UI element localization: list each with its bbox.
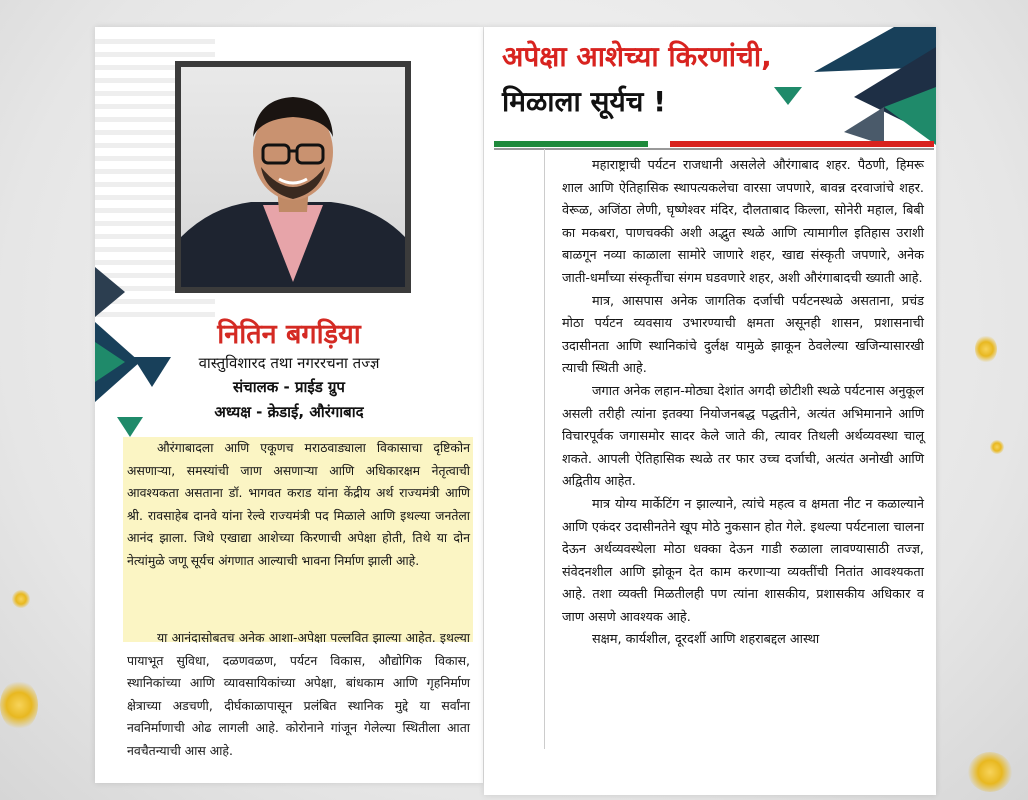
paragraph: जगात अनेक लहान-मोठ्या देशांत अगदी छोटीशी स्थळे पर्यटनास अनुकूल असली तरीही त्यांना इतक्या नियोजनबद्ध पद्धतीने, अत्यंत अभिमानाने आणि विचारपूर्वक जगासमोर सादर केले जाते की, त्यावर तिथली अर्थव्यवस्था चालू शकते. आपली ऐतिहासिक स्थळे तर फार उच्च दर्जाची, अत्यंत अनोखी आणि अद्वितीय आहेत. bbox=[562, 383, 924, 490]
geometric-triangles-header bbox=[774, 27, 936, 145]
left-page bbox=[95, 27, 483, 783]
profile-photo bbox=[181, 67, 405, 287]
paragraph: महाराष्ट्राची पर्यटन राजधानी असलेले औरंगाबाद शहर. पैठणी, हिमरू शाल आणि ऐतिहासिक स्थापत्यकलेचा वारसा जपणारे, बावन्न दरवाजांचे शहर. वेरूळ, अजिंठा लेणी, घृष्णेश्वर मंदिर, दौलताबाद किल्ला, सोनेरी महाल, बिबी का मकबरा, पाणचक्की अशी अद्भुत स्थळे आणि त्यामागील इतिहास उराशी बाळगून नव्या काळाला सामोरे जाणारे शहर, खाद्य संस्कृती जपणारे, अनेक जाती-धर्मांच्या संस्कृतींचा संगम घडवणारे शहर, अशी औरंगाबादची ख्याती आहे. bbox=[562, 158, 924, 286]
gold-sparkle-decoration bbox=[990, 440, 1004, 454]
gold-sparkle-decoration bbox=[968, 752, 1012, 792]
headline-divider bbox=[494, 141, 934, 147]
person-role-director: संचालक - प्राईड ग्रुप bbox=[233, 378, 345, 396]
person-designation: वास्तुविशारद तथा नगररचना तज्ज्ञ bbox=[198, 354, 380, 372]
person-role-president: अध्यक्ष - क्रेडाई, औरंगाबाद bbox=[214, 403, 364, 421]
right-page bbox=[484, 27, 936, 795]
column-divider bbox=[544, 149, 545, 749]
left-article-intro bbox=[127, 437, 470, 573]
gold-sparkle-decoration bbox=[0, 680, 38, 730]
highlighted-paragraph: औरंगाबादला आणि एकूणच मराठवाड्याला विकासाचा दृष्टिकोन असणाऱ्या, समस्यांची जाण असणाऱ्या आणि अधिकारक्षम नेतृत्वाची आवश्यकता असताना डॉ. भागवत कराड यांना केंद्रीय अर्थ राज्यमंत्री आणि श्री. रावसाहेब दानवे यांना रेल्वे राज्यमंत्री पद मिळाले आणि इथल्या जनतेला आनंद झाला. जिथे एखाद्या आशेच्या किरणाची अपेक्षा होती, तिथे या दोन नेत्यांमुळे जणू सूर्यच अंगणात आल्याची भावना निर्माण झाली आहे. bbox=[127, 440, 470, 568]
gold-sparkle-decoration bbox=[12, 590, 30, 608]
gold-sparkle-decoration bbox=[975, 335, 997, 363]
profile-photo-frame bbox=[175, 61, 411, 293]
right-article-body bbox=[562, 155, 924, 652]
person-name: नितिन बगड़िया bbox=[217, 319, 361, 350]
headline-line-1: अपेक्षा आशेच्या किरणांची, bbox=[502, 40, 772, 73]
left-article-body bbox=[127, 627, 470, 763]
paragraph: मात्र, आसपास अनेक जागतिक दर्जाची पर्यटनस्थळे असताना, प्रचंड मोठा पर्यटन व्यवसाय उभारण्याची क्षमता असूनही शासन, प्रशासनाची उदासीनता आणि स्थानिकांचे दुर्लक्ष यामुळे झाकून ठेवलेल्या खजिन्यासारखी त्याची स्थिती आहे. bbox=[562, 293, 924, 377]
paragraph: मात्र योग्य मार्केटिंग न झाल्याने, त्यांचे महत्व व क्षमता नीट न कळाल्याने आणि एकंदर उदासीनतेने खूप मोठे नुकसान होत गेले. इथल्या पर्यटनाला चालना देऊन अर्थव्यवस्थेला मोठा धक्का देऊन गाडी रुळाला लावण्यासाठी तज्ज्ञ, संवेदनशील आणि झोकून देत काम करणाऱ्या व्यक्तींची नितांत आवश्यकता आहे. तशा व्यक्ती मिळतीलही पण त्यांना शासकीय, प्रशासकीय अधिकार व जाण असणे आवश्यक आहे. bbox=[562, 496, 924, 625]
headline-divider-thin bbox=[494, 148, 934, 150]
paragraph: सक्षम, कार्यशील, दूरदर्शी आणि शहराबद्दल आस्था bbox=[592, 632, 820, 648]
paragraph: या आनंदासोबतच अनेक आशा-अपेक्षा पल्लवित झाल्या आहेत. इथल्या पायाभूत सुविधा, दळणवळण, पर्यटन विकास, औद्योगिक विकास, स्थानिकांच्या आणि व्यावसायिकांच्या अपेक्षा, बांधकाम आणि गृहनिर्माण क्षेत्राच्या अडचणी, दीर्घकाळापासून प्रलंबित स्थानिक मुद्दे या सर्वांना नवनिर्माणाची ओढ लागली आहे. कोरोनाने गांजून गेलेल्या स्थितीला आता नवचैतन्याची आस आहे. bbox=[127, 630, 470, 758]
headline-line-2: मिळाला सूर्यच ! bbox=[502, 85, 666, 118]
